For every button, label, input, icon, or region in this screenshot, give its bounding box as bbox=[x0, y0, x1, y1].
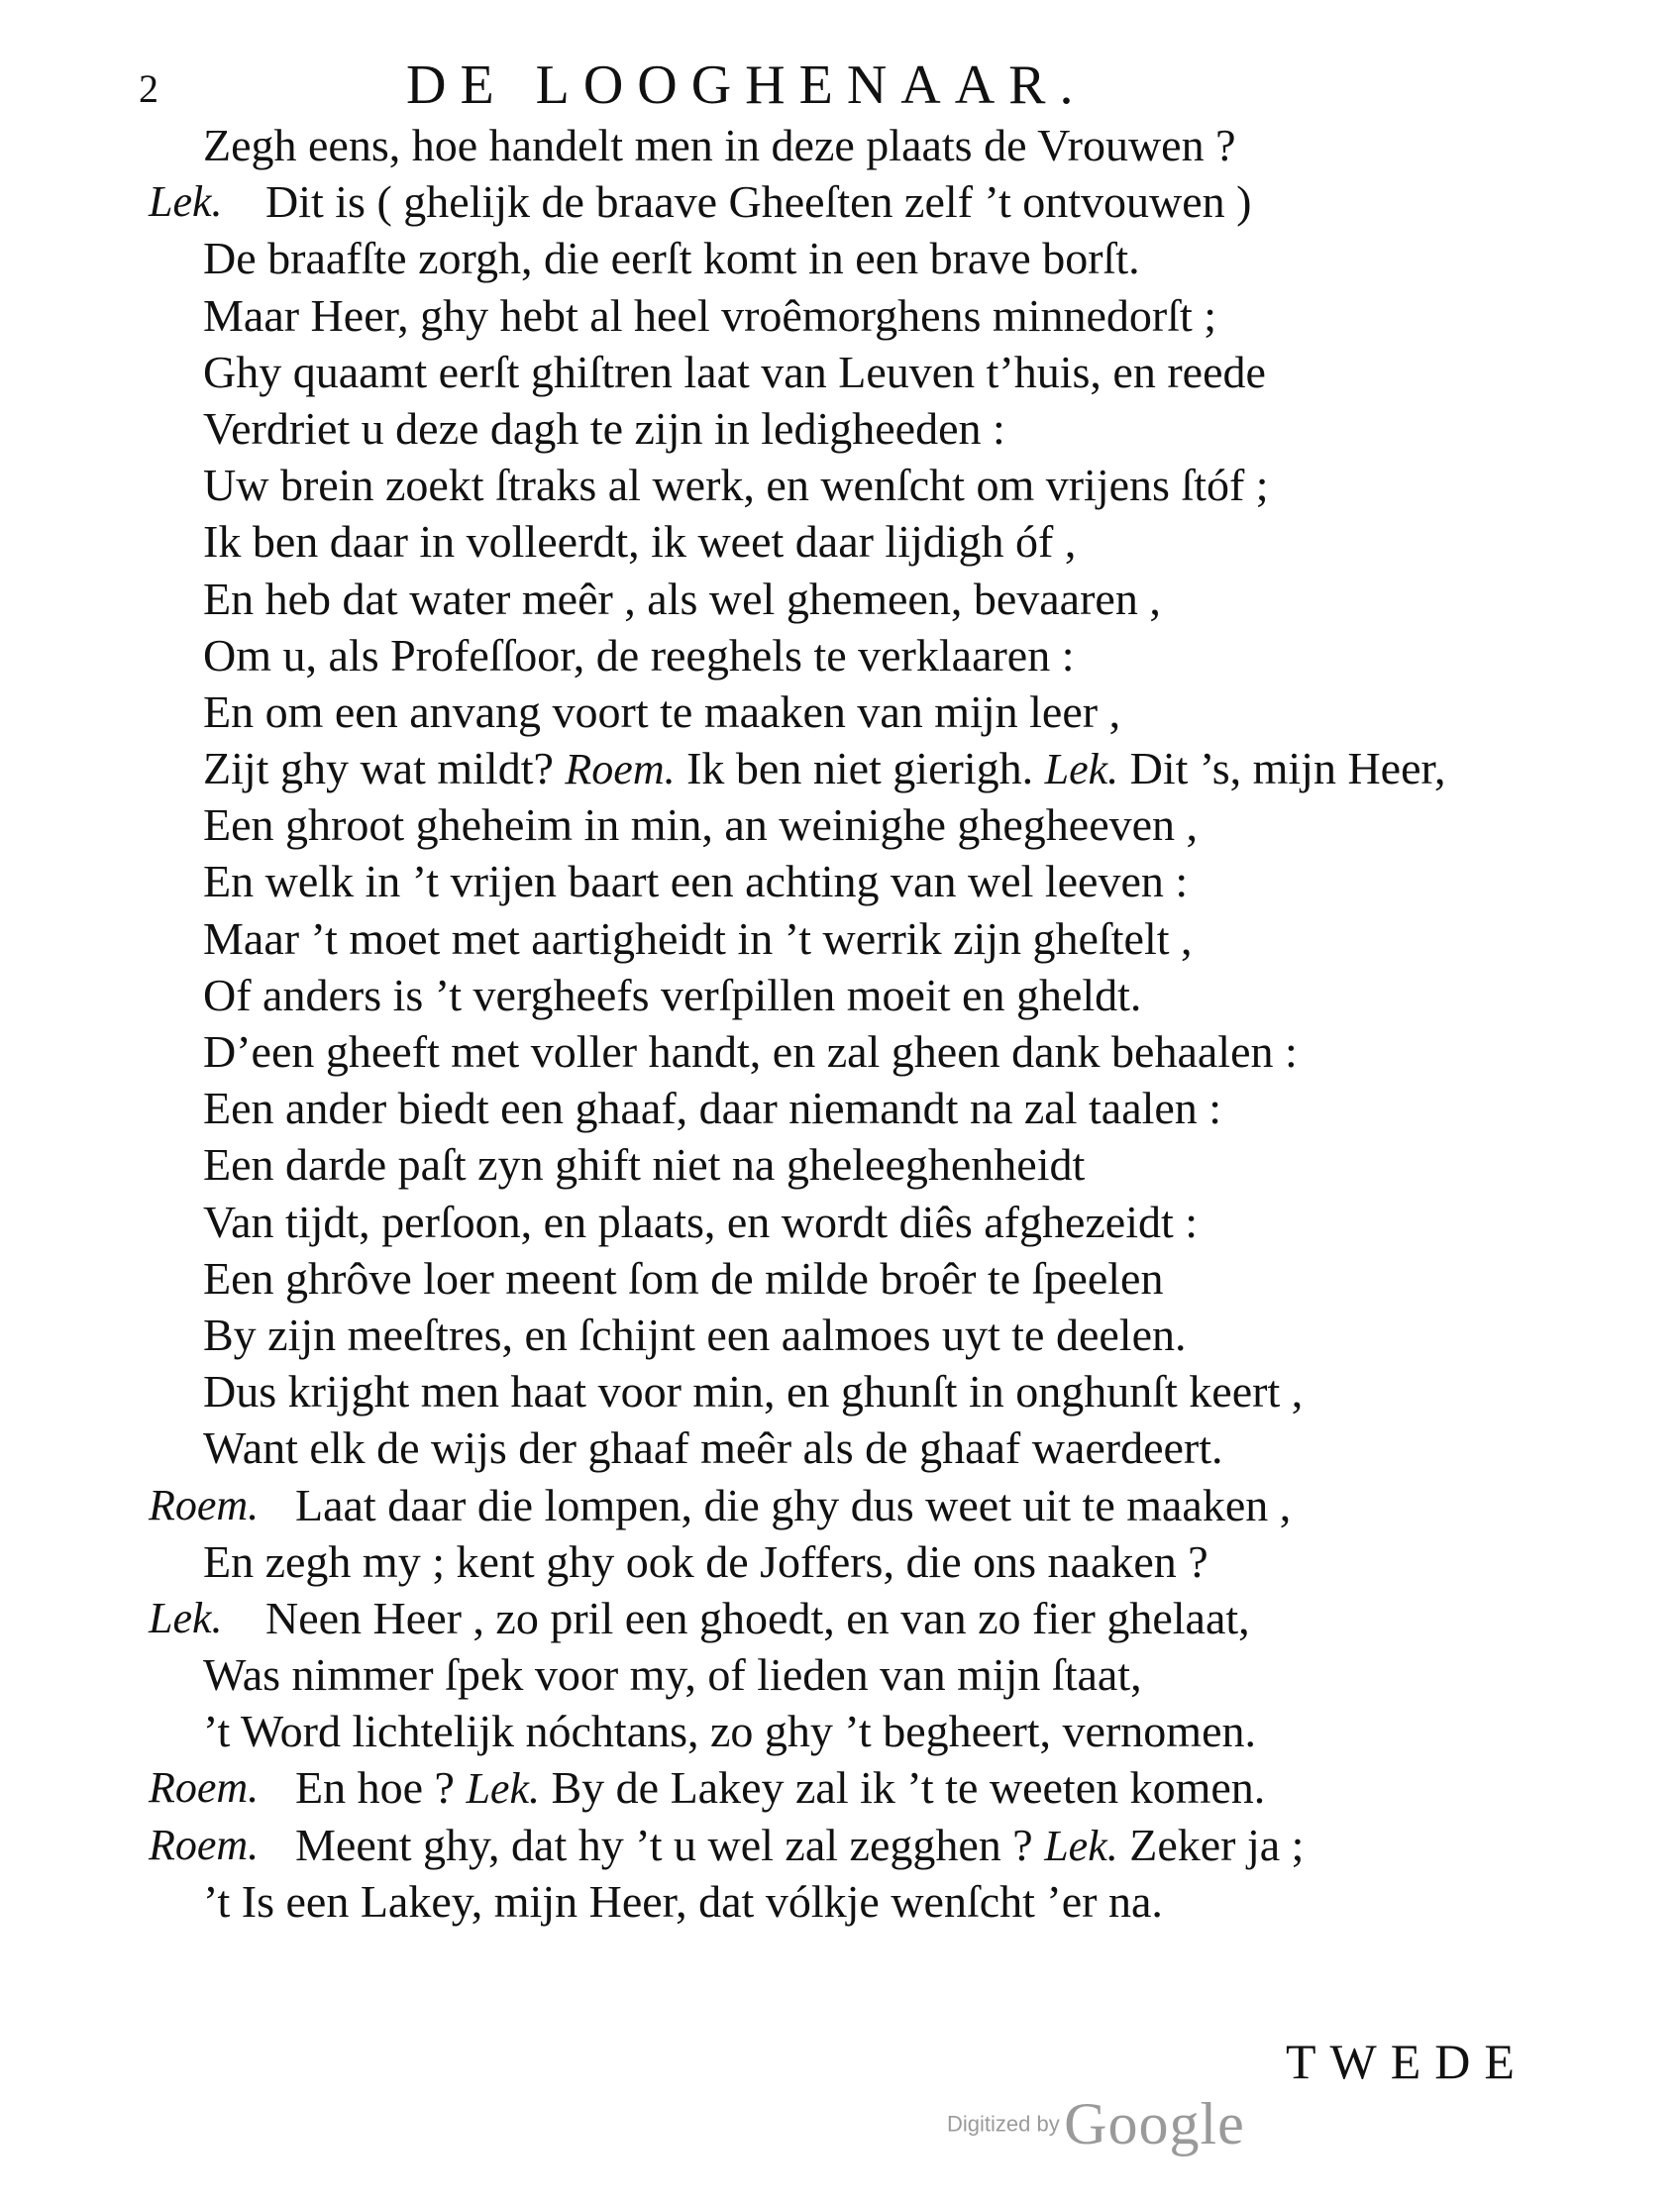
verse-text-segment: Een ghrôve loer meent ſom de milde broêr te ſpeelen bbox=[203, 1252, 1164, 1304]
verse-text-segment: Ik ben daar in volleerdt, ik weet daar lijdigh óf , bbox=[203, 516, 1077, 568]
verse-text-segment: Dus krijght men haat voor min, en ghunſt in onghunſt keert , bbox=[203, 1366, 1304, 1418]
speaker-label: Roem. bbox=[149, 1480, 260, 1529]
verse-text bbox=[203, 967, 1141, 1023]
verse-text bbox=[203, 910, 1193, 967]
verse-line bbox=[149, 1250, 1585, 1307]
verse-text bbox=[203, 344, 1266, 400]
verse-text bbox=[265, 1590, 1250, 1646]
verse-text bbox=[295, 1477, 1291, 1533]
verse-text bbox=[203, 683, 1120, 740]
verse-text bbox=[203, 853, 1188, 909]
verse-text-segment: Was nimmer ſpek voor my, of lieden van mijn ſtaat, bbox=[203, 1649, 1142, 1701]
verse-text-segment: Van tijdt, perſoon, en plaats, en wordt diês afghezeidt : bbox=[203, 1196, 1199, 1247]
verse-text bbox=[203, 1873, 1163, 1930]
verse-text-segment: ’t Word lichtelijk nóchtans, zo ghy ’t begheert, vernomen. bbox=[203, 1706, 1256, 1757]
verse-text-segment: Meent ghy, dat hy ’t u wel zal zegghen ? bbox=[295, 1819, 1045, 1870]
verse-text-segment: Laat daar die lompen, die ghy dus weet uit te maaken , bbox=[295, 1479, 1292, 1530]
verse-text-segment: Dit ’s, mijn Heer, bbox=[1118, 743, 1446, 794]
verse-text bbox=[203, 740, 1445, 797]
verse-text-segment: Ik ben niet gierigh. bbox=[675, 743, 1045, 794]
verse-text-segment: Zeker ja ; bbox=[1117, 1819, 1305, 1870]
speaker-label: Lek. bbox=[149, 177, 223, 227]
verse-text-segment: Dit is ( ghelijk de braave Gheeſten zelf ’t ontvouwen ) bbox=[265, 176, 1252, 228]
verse-text bbox=[203, 457, 1269, 513]
verse-text bbox=[203, 571, 1161, 627]
verse-line bbox=[149, 117, 1585, 173]
verse-text bbox=[203, 1533, 1208, 1590]
verse-line bbox=[149, 1703, 1585, 1759]
verse-text-segment: Verdriet u deze dagh te zijn in ledigheeden : bbox=[203, 402, 1005, 454]
verse-text bbox=[203, 1363, 1303, 1419]
verse-text bbox=[203, 1136, 1085, 1193]
verse-text-segment: By zijn meeſtres, en ſchijnt een aalmoes uyt te deelen. bbox=[203, 1309, 1187, 1360]
verse-line bbox=[149, 344, 1585, 400]
verse-text-segment: Zegh eens, hoe handelt men in deze plaats de Vrouwen ? bbox=[203, 120, 1236, 170]
inline-speaker-label: Lek. bbox=[1044, 1821, 1118, 1870]
verse-text-segment: Uw brein zoekt ſtraks al werk, en wenſcht om vrijens ſtóf ; bbox=[203, 460, 1269, 511]
verse-text bbox=[203, 287, 1216, 344]
catchword: TWEDE bbox=[1286, 2034, 1528, 2089]
running-head: DE LOOGHENAAR. bbox=[406, 54, 1088, 116]
verse-line bbox=[149, 400, 1585, 457]
verse-line bbox=[149, 173, 1585, 230]
verse-text-segment: Maar Heer, ghy hebt al heel vroêmorghens minnedorſt ; bbox=[203, 289, 1217, 341]
verse-text bbox=[203, 1250, 1163, 1307]
verse-text-segment: Want elk de wijs der ghaaf meêr als de ghaaf waerdeert. bbox=[203, 1422, 1223, 1474]
verse-line bbox=[149, 230, 1585, 286]
verse-text bbox=[203, 1646, 1142, 1703]
verse-text-segment: En hoe ? bbox=[295, 1762, 467, 1814]
verse-line bbox=[149, 910, 1585, 967]
verse-line bbox=[149, 1194, 1585, 1250]
verse-line bbox=[149, 1136, 1585, 1193]
verse-text-segment: By de Lakey zal ik ’t te weeten komen. bbox=[539, 1762, 1266, 1814]
inline-speaker-label: Lek. bbox=[466, 1764, 540, 1814]
verse-text-segment: Neen Heer , zo pril een ghoedt, en van zo fier ghelaat, bbox=[265, 1592, 1250, 1643]
verse-text-segment: ’t Is een Lakey, mijn Heer, dat vólkje wenſcht ’er na. bbox=[203, 1875, 1163, 1927]
verse-text bbox=[203, 627, 1075, 683]
speaker-label: Roem. bbox=[149, 1763, 260, 1813]
verse-line bbox=[149, 457, 1585, 513]
inline-speaker-label: Roem. bbox=[565, 745, 676, 794]
verse-text-segment: Maar ’t moet met aartigheidt in ’t werrik zijn gheſtelt , bbox=[203, 912, 1193, 964]
verse-block bbox=[149, 117, 1585, 1930]
verse-line bbox=[149, 1477, 1585, 1533]
verse-text bbox=[295, 1817, 1304, 1874]
verse-line bbox=[149, 740, 1585, 796]
speaker-label: Roem. bbox=[149, 1820, 260, 1869]
verse-line bbox=[149, 1590, 1585, 1646]
verse-text-segment: En zegh my ; kent ghy ook de Joffers, die ons naaken ? bbox=[203, 1535, 1208, 1587]
verse-text bbox=[203, 117, 1236, 173]
verse-line bbox=[149, 683, 1585, 740]
verse-line bbox=[149, 1023, 1585, 1080]
verse-line bbox=[149, 1873, 1585, 1930]
verse-text bbox=[295, 1759, 1265, 1817]
verse-line bbox=[149, 1533, 1585, 1590]
verse-text-segment: Een ghroot gheheim in min, an weinighe ghegheeven , bbox=[203, 799, 1199, 851]
verse-text bbox=[203, 230, 1140, 286]
verse-line bbox=[149, 1307, 1585, 1363]
verse-line bbox=[149, 1817, 1585, 1873]
verse-text-segment: D’een gheeft met voller handt, en zal gheen dank behaalen : bbox=[203, 1026, 1298, 1077]
verse-text bbox=[265, 173, 1252, 230]
inline-speaker-label: Lek. bbox=[1044, 745, 1119, 794]
verse-text bbox=[203, 796, 1198, 853]
verse-line bbox=[149, 513, 1585, 570]
verse-line bbox=[149, 796, 1585, 853]
verse-text-segment: De braafſte zorgh, die eerſt komt in een brave borſt. bbox=[203, 233, 1140, 284]
verse-text-segment: En welk in ’t vrijen baart een achting van wel leeven : bbox=[203, 856, 1189, 907]
verse-text-segment: En om een anvang voort te maaken van mijn leer , bbox=[203, 685, 1121, 737]
verse-line bbox=[149, 853, 1585, 909]
verse-text bbox=[203, 400, 1005, 457]
verse-text bbox=[203, 1194, 1198, 1250]
verse-text bbox=[203, 1307, 1186, 1363]
verse-text-segment: Een ander biedt een ghaaf, daar niemandt na zal taalen : bbox=[203, 1083, 1222, 1134]
verse-line bbox=[149, 571, 1585, 627]
verse-text bbox=[203, 513, 1076, 570]
verse-text-segment: Zijt ghy wat mildt? bbox=[203, 743, 566, 794]
verse-line bbox=[149, 1363, 1585, 1419]
verse-text-segment: Om u, als Profeſſoor, de reeghels te verklaaren : bbox=[203, 629, 1075, 681]
verse-text-segment: En heb dat water meêr , als wel ghemeen, bevaaren , bbox=[203, 573, 1161, 624]
verse-line bbox=[149, 1646, 1585, 1703]
verse-text-segment: Ghy quaamt eerſt ghiſtren laat van Leuven t’huis, en reede bbox=[203, 346, 1266, 397]
verse-text-segment: Een darde paſt zyn ghift niet na gheleeghenheidt bbox=[203, 1139, 1086, 1191]
verse-text bbox=[203, 1023, 1298, 1080]
verse-text bbox=[203, 1419, 1223, 1476]
digitized-by-watermark bbox=[947, 2090, 1245, 2158]
verse-text bbox=[203, 1703, 1256, 1759]
page-number: 2 bbox=[139, 66, 158, 111]
verse-line bbox=[149, 1759, 1585, 1816]
verse-text-segment: Of anders is ’t vergheefs verſpillen moeit en gheldt. bbox=[203, 969, 1142, 1020]
verse-line bbox=[149, 627, 1585, 683]
verse-line bbox=[149, 1419, 1585, 1476]
speaker-label: Lek. bbox=[149, 1593, 223, 1642]
verse-text bbox=[203, 1080, 1221, 1136]
verse-line bbox=[149, 1080, 1585, 1136]
verse-line bbox=[149, 287, 1585, 344]
google-logo: Google bbox=[1064, 2091, 1245, 2156]
watermark-prefix: Digitized by bbox=[947, 2111, 1060, 2137]
verse-line bbox=[149, 967, 1585, 1023]
